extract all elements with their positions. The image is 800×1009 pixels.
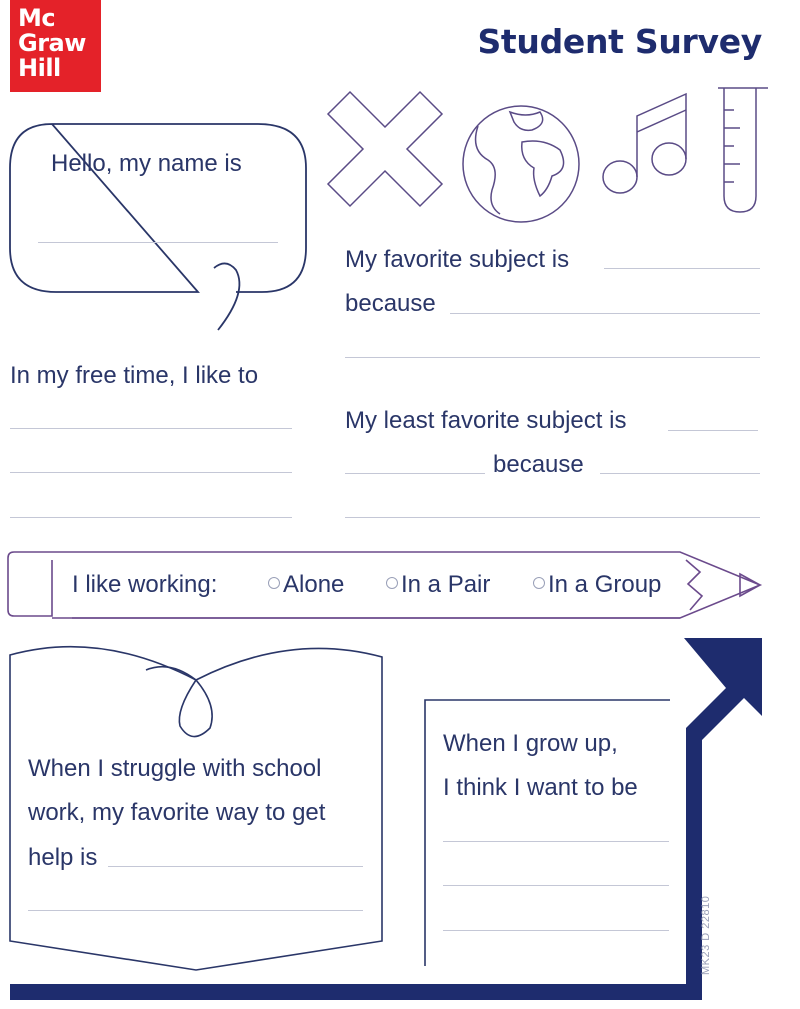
option-alone-label: Alone: [283, 571, 345, 598]
speech-bubble-tail: [214, 263, 239, 330]
least-favorite-line[interactable]: [668, 430, 758, 431]
struggle-prompt-line-1: When I struggle with school: [28, 755, 322, 782]
favorite-subject-prompt: My favorite subject is: [345, 246, 570, 273]
radio-pair[interactable]: [386, 577, 398, 589]
x-icon: [328, 92, 442, 206]
least-favorite-because-line[interactable]: [600, 473, 760, 474]
option-group-label: In a Group: [548, 571, 662, 598]
struggle-answer-line[interactable]: [108, 866, 363, 867]
name-answer-line[interactable]: [38, 242, 278, 243]
globe-icon: [463, 106, 579, 222]
favorite-subject-line[interactable]: [604, 268, 760, 269]
option-alone[interactable]: [268, 571, 344, 599]
struggle-prompt-line-3: help is: [28, 844, 98, 871]
option-pair-label: In a Pair: [401, 571, 491, 598]
grow-up-prompt-line-2: I think I want to be: [443, 774, 638, 801]
least-favorite-prompt: My least favorite subject is: [345, 407, 627, 434]
logo-line-1: Mc: [18, 4, 56, 32]
grow-up-answer-line-2[interactable]: [443, 885, 669, 886]
grow-up-prompt-line-1: When I grow up,: [443, 730, 618, 757]
music-note-icon: [603, 94, 686, 193]
logo-line-2: Graw: [18, 29, 86, 57]
grow-up-answer-line-1[interactable]: [443, 841, 669, 842]
favorite-because-line[interactable]: [450, 313, 760, 314]
least-favorite-because-label: because: [493, 451, 584, 478]
option-group[interactable]: [533, 571, 661, 599]
grow-up-answer-line-3[interactable]: [443, 930, 669, 931]
favorite-because-label: because: [345, 290, 436, 317]
working-label: I like working:: [72, 571, 218, 598]
free-time-line-1[interactable]: [10, 428, 292, 429]
struggle-answer-line-2[interactable]: [28, 910, 363, 911]
logo-line-3: Hill: [18, 54, 61, 82]
least-favorite-line-2[interactable]: [345, 473, 485, 474]
page-title: Student Survey: [477, 22, 762, 61]
radio-group[interactable]: [533, 577, 545, 589]
name-prompt: Hello, my name is: [51, 150, 242, 177]
mcgraw-hill-logo: [10, 0, 101, 92]
option-pair[interactable]: [386, 571, 490, 599]
test-tube-icon: [718, 88, 768, 212]
document-code: MK23 D 22810: [700, 895, 712, 975]
favorite-because-line-2[interactable]: [345, 357, 760, 358]
radio-alone[interactable]: [268, 577, 280, 589]
struggle-prompt-line-2: work, my favorite way to get: [28, 799, 326, 826]
free-time-line-3[interactable]: [10, 517, 292, 518]
free-time-line-2[interactable]: [10, 472, 292, 473]
free-time-prompt: In my free time, I like to: [10, 362, 259, 389]
least-favorite-because-line-2[interactable]: [345, 517, 760, 518]
